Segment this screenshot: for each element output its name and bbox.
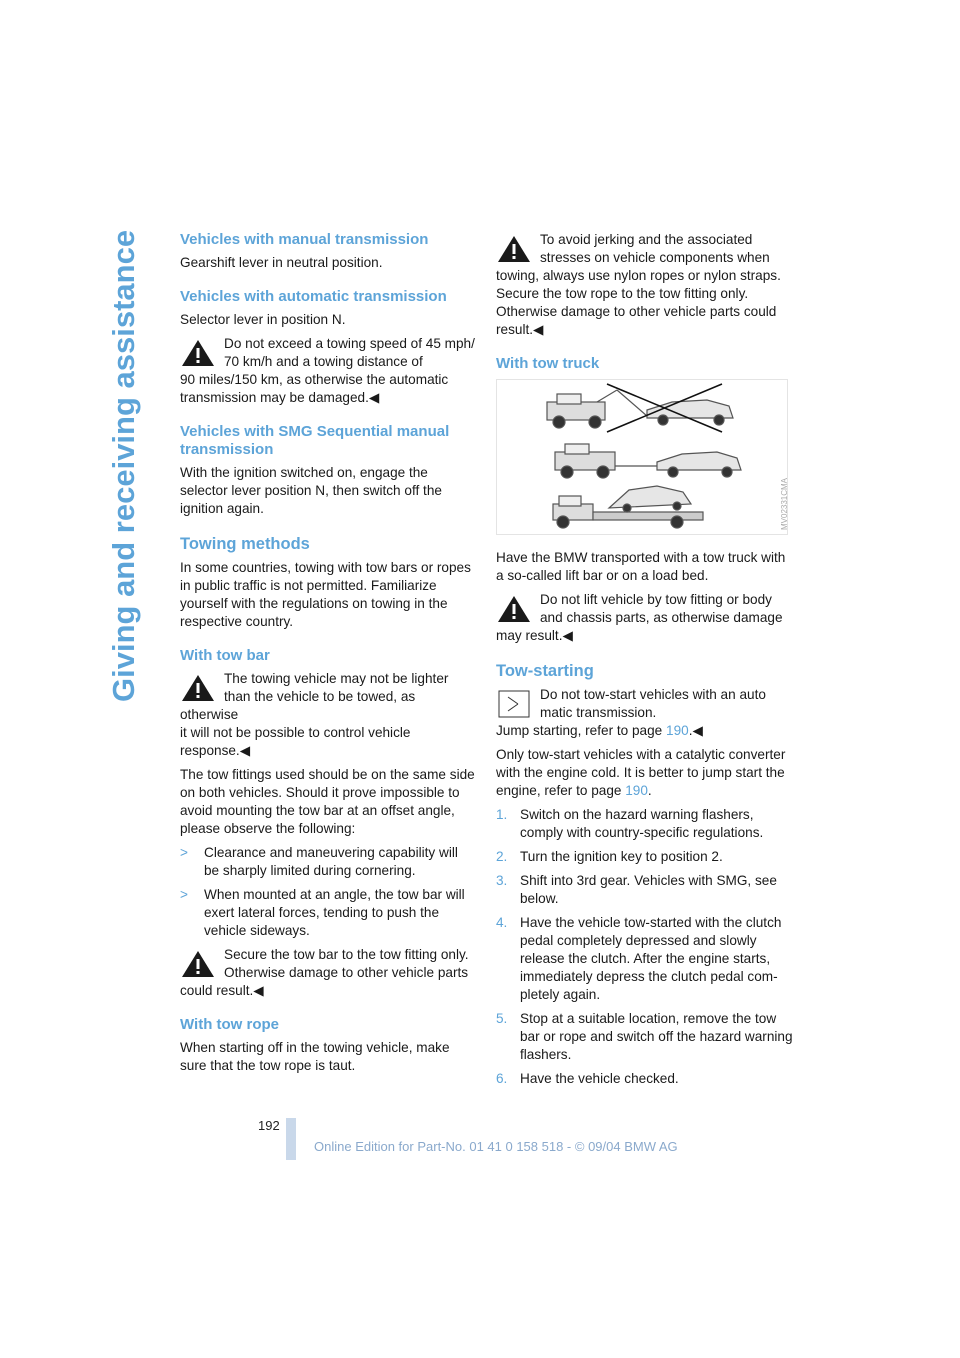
right-column	[496, 231, 796, 1094]
left-column	[180, 231, 476, 1081]
load-bed-truck-figure	[553, 486, 703, 528]
heading-manual-transmission: Vehicles with manual transmission	[180, 231, 429, 248]
edition-footer: Online Edition for Part-No. 01 41 0 158 518 - © 09/04 BMW AG	[314, 1139, 678, 1154]
heading-automatic-transmission: Vehicles with automatic transmission	[180, 288, 447, 305]
note-automatic-tow-start: Do not tow-start vehicles with an auto matic transmission. Jump starting, refer to page 190.◀	[496, 687, 766, 738]
warning-triangle-icon	[496, 234, 532, 264]
warning-lift-vehicle: Do not lift vehicle by tow fitting or body and chassis parts, as otherwise damage may result.◀	[496, 592, 783, 643]
text-only-tow-start: Only tow-start vehicles with a catalytic converter with the engine cold. It is better to jump start the engine, refer to page 190.	[496, 747, 786, 798]
list-item: 2. Turn the ignition key to position 2.	[496, 849, 723, 864]
page-number: 192	[258, 1118, 280, 1133]
text-smg-transmission: With the ignition switched on, engage the selector lever position N, then switch off the ignition again.	[180, 465, 442, 516]
heading-tow-truck: With tow truck	[496, 355, 600, 372]
heading-tow-bar: With tow bar	[180, 647, 270, 664]
list-item: > When mounted at an angle, the tow bar will exert lateral forces, tending to push the vehicle sideways.	[180, 887, 465, 938]
tow-truck-illustration	[496, 379, 788, 535]
heading-towing-methods: Towing methods	[180, 535, 310, 553]
bullet-marker: >	[180, 887, 188, 902]
warning-secure-tow-bar: Secure the tow bar to the tow fitting only. Otherwise damage to other vehicle parts could result.◀	[180, 947, 469, 998]
page-link[interactable]: 190	[666, 723, 689, 738]
bullet-marker: >	[180, 845, 188, 860]
tow-start-steps	[496, 806, 796, 1088]
hook-truck-figure	[547, 390, 733, 428]
figure-code: MV02331CMA	[780, 477, 789, 530]
warning-automatic: Do not exceed a towing speed of 45 mph/ 70 km/h and a towing distance of 90 miles/150 km, as otherwise the automatic transmission may be damaged.◀	[180, 336, 475, 405]
heading-tow-rope: With tow rope	[180, 1016, 280, 1033]
list-item: > Clearance and maneuvering capability will be sharply limited during cornering.	[180, 845, 458, 878]
list-item: 6. Have the vehicle checked.	[496, 1071, 679, 1086]
text-tow-bar: The tow fittings used should be on the same side on both vehicles. Should it prove impossible to avoid mounting the tow bar at an offset angle, please observe the following:	[180, 767, 475, 836]
heading-tow-starting: Tow-starting	[496, 662, 594, 680]
footer-bar	[286, 1118, 296, 1160]
warning-tow-bar-weight: The towing vehicle may not be lighter than the vehicle to be towed, as otherwise it will not be possible to control vehicle response.◀	[180, 671, 449, 758]
chapter-side-title: Giving and receiving assistance	[106, 230, 141, 703]
note-icon	[496, 689, 532, 719]
text-automatic-transmission: Selector lever in position N.	[180, 312, 346, 327]
page-link[interactable]: 190	[625, 783, 648, 798]
text-tow-truck: Have the BMW transported with a tow truck with a so-called lift bar or on a load bed.	[496, 550, 786, 583]
text-tow-rope: When starting off in the towing vehicle, make sure that the tow rope is taut.	[180, 1040, 450, 1073]
list-item: 5. Stop at a suitable location, remove the tow bar or rope and switch off the hazard warning flashers.	[496, 1011, 793, 1062]
lift-bar-truck-figure	[555, 444, 741, 478]
list-item: 4. Have the vehicle tow-started with the clutch pedal completely depressed and slowly release the clutch. After the engine starts, immediately depress the clutch pedal completely again.	[496, 915, 782, 1002]
warning-triangle-icon	[180, 673, 216, 703]
warning-triangle-icon	[180, 949, 216, 979]
warning-triangle-icon	[496, 594, 532, 624]
warning-triangle-icon	[180, 338, 216, 368]
warning-tow-rope: To avoid jerking and the associated stresses on vehicle components when towing, always use nylon ropes or nylon straps. Secure the tow rope to the tow fitting only. Otherwise damage to other vehicle parts could result.◀	[496, 232, 781, 337]
heading-smg-transmission: Vehicles with SMG Sequential manual transmission	[180, 423, 450, 458]
list-item: 1. Switch on the hazard warning flashers, comply with country-specific regulations.	[496, 807, 764, 840]
text-manual-transmission: Gearshift lever in neutral position.	[180, 255, 383, 270]
text-towing-methods: In some countries, towing with tow bars or ropes in public traffic is not permitted. Familiarize yourself with the regulations on towing in the respective country.	[180, 560, 471, 629]
list-item: 3. Shift into 3rd gear. Vehicles with SMG, see below.	[496, 873, 777, 906]
